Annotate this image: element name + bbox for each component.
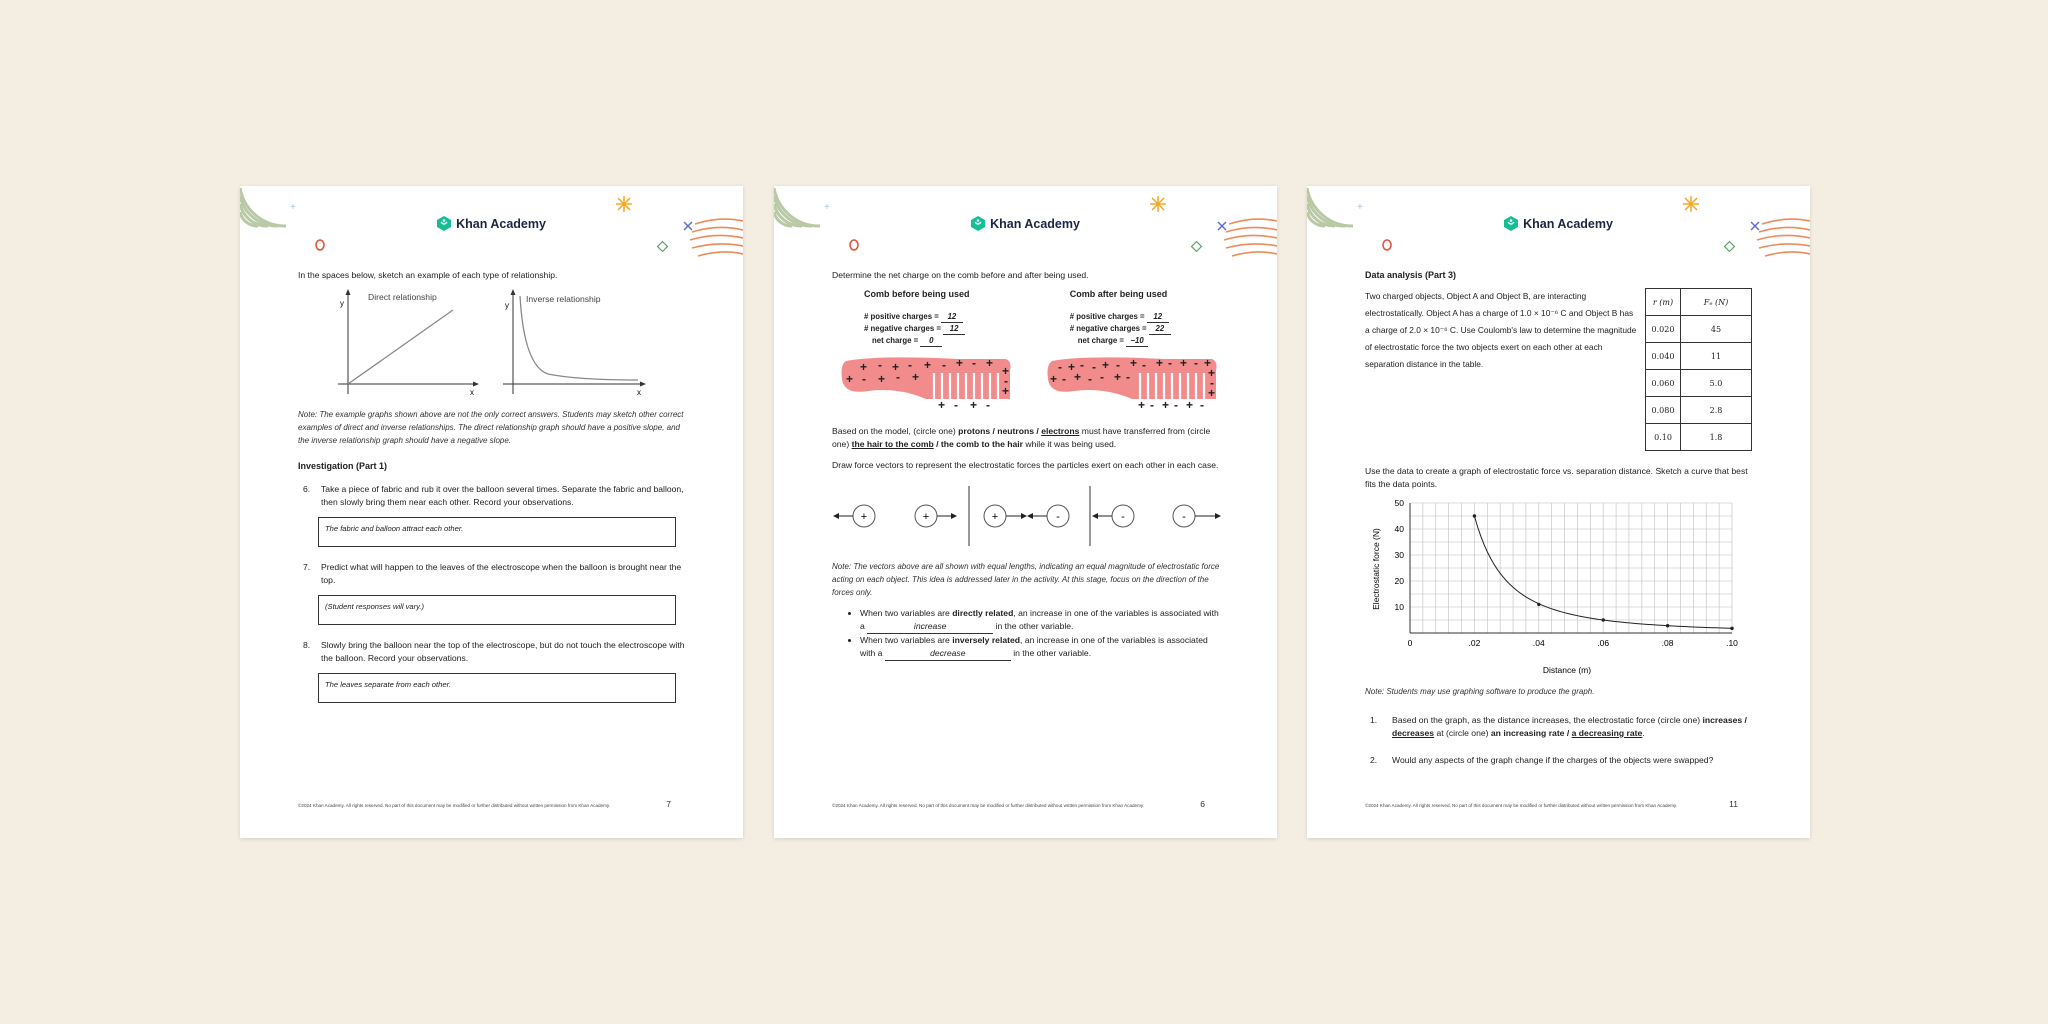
- khan-academy-hexagon-icon: [1504, 216, 1518, 231]
- intro-text: In the spaces below, sketch an example of each type of relationship.: [298, 270, 558, 280]
- data-point: [1537, 603, 1540, 606]
- svg-text:+: +: [860, 360, 868, 374]
- svg-text:-: -: [908, 358, 912, 372]
- problem-block: [1365, 288, 1757, 451]
- svg-text:+: +: [1185, 398, 1193, 411]
- graph-prompt: Use the data to create a graph of electrostatic force vs. separation distance. Sketch a curve that best fits the data points.: [1365, 466, 1748, 489]
- y-tick-label: 20: [1394, 576, 1404, 586]
- pos-label: # positive charges =: [1069, 312, 1147, 321]
- svg-text:+: +: [1357, 202, 1363, 213]
- direct-title: Direct relationship: [368, 292, 437, 302]
- question-1: 1. Based on the graph, as the distance increases, the electrostatic force (circle one) increases / decreases at (circle one) an increasing rate / a decreasing rate.: [1370, 715, 1747, 738]
- decoration-doodles: [774, 186, 1277, 276]
- svg-text:+: +: [970, 398, 978, 411]
- copyright-footer: ©2024 Khan Academy. All rights reserved. No part of this document may be modified or further distributed without written permission from Khan Academy.: [298, 803, 611, 808]
- svg-text:+: +: [986, 356, 994, 370]
- data-point: [1473, 514, 1476, 517]
- svg-text:-: -: [878, 358, 882, 372]
- svg-text:-: -: [942, 358, 946, 372]
- note-graphs: Note: The example graphs shown above are not the only correct answers. Students may sketch other correct examples of direct and inverse relationships. The direct relationship graph should have a positive slope, and the inverse relationship graph should have a negative slope.: [298, 410, 684, 445]
- y-tick-label: 10: [1394, 602, 1404, 612]
- problem-text: Two charged objects, Object A and Object B, are interacting electrostatically. Object A has a charge of 1.0 × 10⁻⁶ C and Object B has a charge of 2.0 × 10⁻⁶ C. Use Coulomb's law to determine the magnitude of electrostatic force the two objects exert on each other at each separation distance in the table.: [1365, 291, 1637, 369]
- svg-text:-: -: [1149, 398, 1154, 411]
- bullet-inverse: • When two variables are inversely related, an increase in one of the variables is associated with a decrease in the other variable.: [860, 634, 1224, 661]
- inverse-y-label: y: [505, 301, 509, 310]
- svg-text:+: +: [924, 358, 932, 372]
- note-graphing-software: Note: Students may use graphing software to produce the graph.: [1365, 687, 1595, 696]
- x-tick-label: 0: [1407, 638, 1413, 648]
- inverse-relationship-graph: [503, 289, 646, 397]
- header-force: Fₑ (N): [1681, 289, 1752, 316]
- vectors-prompt: Draw force vectors to represent the electrostatic forces the particles exert on each other in each case.: [832, 460, 1219, 470]
- question-number: 8.: [303, 640, 311, 650]
- svg-text:+: +: [1155, 356, 1163, 370]
- svg-text:+: +: [1002, 364, 1010, 378]
- svg-text:+: +: [1137, 398, 1145, 411]
- answer-box[interactable]: (Student responses will vary.): [318, 595, 676, 625]
- worksheet-page-11: [1307, 186, 1810, 838]
- x-axis-label: Distance (m): [1542, 665, 1592, 675]
- x-tick-label: .04: [1532, 638, 1545, 648]
- neg-value: 12: [943, 323, 965, 335]
- comb-before-title: Comb before being used: [864, 289, 970, 299]
- svg-text:-: -: [1099, 370, 1104, 384]
- svg-text:+: +: [1101, 358, 1109, 372]
- svg-text:-: -: [986, 398, 990, 411]
- svg-text:-: -: [972, 356, 976, 370]
- table-row: 0.040 11: [1646, 343, 1752, 370]
- trend-selected[interactable]: decreases: [1392, 728, 1435, 738]
- svg-text:+: +: [1067, 360, 1075, 374]
- svg-text:+: +: [1073, 370, 1081, 384]
- particle-selected[interactable]: electrons: [1041, 426, 1080, 436]
- svg-text:-: -: [1087, 372, 1092, 386]
- intro-text: Determine the net charge on the comb before and after being used.: [832, 270, 1089, 280]
- svg-text:+: +: [1207, 386, 1215, 400]
- question-number: 6.: [303, 484, 311, 494]
- neg-label: # negative charges =: [1069, 324, 1149, 333]
- svg-text:+: +: [1161, 398, 1169, 411]
- svg-text:+: +: [1049, 372, 1057, 386]
- svg-text:+: +: [1129, 356, 1137, 370]
- text-span: Based on the model, (circle one): [832, 426, 959, 436]
- svg-text:+: +: [1203, 356, 1211, 370]
- svg-text:-: -: [896, 370, 900, 384]
- table-row: 0.10 1.8: [1646, 424, 1752, 451]
- decoration-doodles: [1307, 186, 1810, 276]
- question-text: Would any aspects of the graph change if the charges of the objects were swapped?: [1392, 755, 1714, 765]
- comb-after-icon: [1044, 351, 1224, 411]
- x-tick-label: .10: [1726, 638, 1738, 648]
- note-vectors: Note: The vectors above are all shown with equal lengths, indicating an equal magnitude of electrostatic force acting on each object. This idea is addressed later in the activity. At this stage, focus on the direction of the forces only.: [832, 562, 1220, 597]
- transfer-question: [832, 425, 1224, 451]
- logo-text: Khan Academy: [990, 216, 1080, 231]
- charge-minus: -: [1056, 511, 1060, 523]
- direct-x-label: x: [470, 388, 474, 397]
- svg-text:-: -: [862, 372, 866, 386]
- charge-plus: +: [860, 511, 868, 523]
- bullet-direct: • When two variables are directly related, an increase in one of the variables is associated with a increase in the other variable.: [860, 607, 1224, 634]
- section-title: Data analysis (Part 3): [1365, 270, 1457, 280]
- khan-academy-hexagon-icon: [971, 216, 985, 231]
- text-span: while it was being used.: [1023, 439, 1117, 449]
- table-row: 0.060 5.0: [1646, 370, 1752, 397]
- svg-text:+: +: [846, 372, 854, 386]
- svg-text:+: +: [892, 360, 900, 374]
- svg-text:-: -: [1167, 356, 1172, 370]
- blank-answer[interactable]: increase: [867, 620, 993, 634]
- svg-text:+: +: [912, 370, 920, 384]
- question-text: Predict what will happen to the leaves of the electroscope when the balloon is brought near the top.: [321, 562, 682, 585]
- svg-text:+: +: [878, 372, 886, 386]
- net-label: net charge =: [872, 336, 921, 345]
- question-8: [298, 639, 690, 703]
- answer-box[interactable]: The fabric and balloon attract each other.: [318, 517, 676, 547]
- question-number: 2.: [1370, 755, 1378, 765]
- comb-after: [1038, 288, 1224, 415]
- case-plus-minus: [984, 505, 1069, 527]
- text-span: must have transferred from (circle one): [832, 426, 1211, 449]
- direct-y-label: y: [340, 299, 344, 308]
- direction-options[interactable]: / the comb to the hair: [933, 439, 1024, 449]
- data-point: [1666, 624, 1669, 627]
- y-tick-label: 40: [1394, 524, 1404, 534]
- question-number: 1.: [1370, 715, 1378, 725]
- page-number: 6: [1200, 799, 1205, 809]
- table-row: 0.080 2.8: [1646, 397, 1752, 424]
- logo-text: Khan Academy: [1523, 216, 1613, 231]
- page-number: 7: [666, 799, 671, 809]
- svg-text:+: +: [1207, 366, 1215, 380]
- neg-value: 22: [1149, 323, 1171, 335]
- svg-text:-: -: [1091, 360, 1096, 374]
- data-point: [1730, 627, 1733, 630]
- charge-plus: +: [922, 511, 930, 523]
- svg-text:-: -: [1061, 372, 1066, 386]
- inverse-title: Inverse relationship: [526, 294, 601, 304]
- svg-text:-: -: [1057, 360, 1062, 374]
- pos-value: 12: [941, 311, 963, 323]
- svg-text:+: +: [824, 202, 830, 213]
- logo-text: Khan Academy: [456, 216, 546, 231]
- question-text: Slowly bring the balloon near the top of the electroscope, but do not touch the electroscope with the balloon. Record your observations.: [321, 640, 685, 663]
- question-6: [298, 483, 690, 547]
- section-title: Investigation (Part 1): [298, 461, 388, 471]
- khan-academy-logo: [240, 216, 743, 231]
- force-vs-distance-chart: [1365, 493, 1757, 683]
- x-tick-label: .02: [1468, 638, 1481, 648]
- svg-text:+: +: [1113, 370, 1121, 384]
- x-tick-label: .08: [1661, 638, 1674, 648]
- header-distance: r (m): [1646, 289, 1681, 316]
- svg-text:-: -: [1193, 356, 1198, 370]
- question-number: 7.: [303, 562, 311, 572]
- y-tick-label: 50: [1394, 498, 1404, 508]
- svg-text:+: +: [938, 398, 946, 411]
- khan-academy-logo: [1307, 216, 1810, 231]
- coulomb-table: [1645, 288, 1752, 451]
- x-tick-labels: [1408, 638, 1739, 648]
- page-number: 11: [1729, 799, 1738, 809]
- svg-text:+: +: [956, 356, 964, 370]
- rate-selected[interactable]: a decreasing rate: [1571, 728, 1643, 738]
- comb-before-icon: [838, 351, 1018, 411]
- trend-options[interactable]: increases /: [1702, 715, 1747, 725]
- svg-text:+: +: [290, 202, 296, 213]
- svg-text:-: -: [1079, 358, 1084, 372]
- svg-text:+: +: [1002, 384, 1010, 398]
- relationship-definitions: [832, 607, 1224, 661]
- svg-text:-: -: [1004, 374, 1008, 388]
- table-row: 0.020 45: [1646, 316, 1752, 343]
- charge-minus: -: [1182, 511, 1186, 523]
- svg-text:-: -: [1141, 358, 1146, 372]
- blank-answer[interactable]: decrease: [885, 647, 1011, 661]
- svg-text:-: -: [1115, 358, 1120, 372]
- pos-value: 12: [1147, 311, 1169, 323]
- case-minus-minus: [1093, 505, 1220, 527]
- direct-relationship-graph: [338, 289, 479, 397]
- comb-before: [832, 288, 1038, 415]
- comb-models: [832, 288, 1224, 415]
- particle-options[interactable]: protons / neutrons /: [958, 426, 1042, 436]
- charge-plus: +: [991, 511, 999, 523]
- khan-academy-hexagon-icon: [437, 216, 451, 231]
- net-label: net charge =: [1077, 336, 1127, 345]
- khan-academy-logo: [774, 216, 1277, 231]
- charge-minus: -: [1121, 511, 1125, 523]
- svg-text:-: -: [1209, 376, 1214, 390]
- decoration-doodles: [240, 186, 743, 276]
- question-2: [1365, 754, 1757, 767]
- inverse-x-label: x: [637, 388, 641, 397]
- question-text: Take a piece of fabric and rub it over the balloon several times. Separate the fabric and balloon, then slowly bring them near each other. Record your observations.: [321, 484, 684, 507]
- question-7: [298, 561, 690, 625]
- net-value: −10: [1126, 335, 1148, 347]
- chart-grid: [1410, 503, 1732, 633]
- y-axis-label: Electrostatic force (N): [1371, 528, 1381, 610]
- svg-text:-: -: [1173, 398, 1178, 411]
- svg-text:-: -: [1199, 398, 1204, 411]
- svg-text:+: +: [1179, 356, 1187, 370]
- neg-label: # negative charges =: [864, 324, 944, 333]
- direction-selected[interactable]: the hair to the comb: [851, 439, 934, 449]
- data-point: [1602, 618, 1605, 621]
- net-value: 0: [920, 335, 942, 347]
- rate-options[interactable]: an increasing rate /: [1490, 728, 1572, 738]
- svg-text:-: -: [954, 398, 958, 411]
- copyright-footer: ©2024 Khan Academy. All rights reserved. No part of this document may be modified or further distributed without written permission from Khan Academy.: [832, 803, 1145, 808]
- y-tick-label: 30: [1394, 550, 1404, 560]
- worksheet-page-7: [240, 186, 743, 838]
- x-tick-label: .06: [1597, 638, 1610, 648]
- worksheet-page-6: [774, 186, 1277, 838]
- force-vector-diagrams: [832, 478, 1224, 548]
- comb-after-title: Comb after being used: [1069, 289, 1168, 299]
- case-plus-plus: [834, 505, 956, 527]
- relationship-sketches: [298, 286, 690, 406]
- pos-label: # positive charges =: [864, 312, 941, 321]
- copyright-footer: ©2024 Khan Academy. All rights reserved. No part of this document may be modified or further distributed without written permission from Khan Academy.: [1365, 803, 1678, 808]
- answer-box[interactable]: The leaves separate from each other.: [318, 673, 676, 703]
- svg-text:-: -: [1125, 370, 1130, 384]
- y-tick-labels: [1395, 498, 1405, 612]
